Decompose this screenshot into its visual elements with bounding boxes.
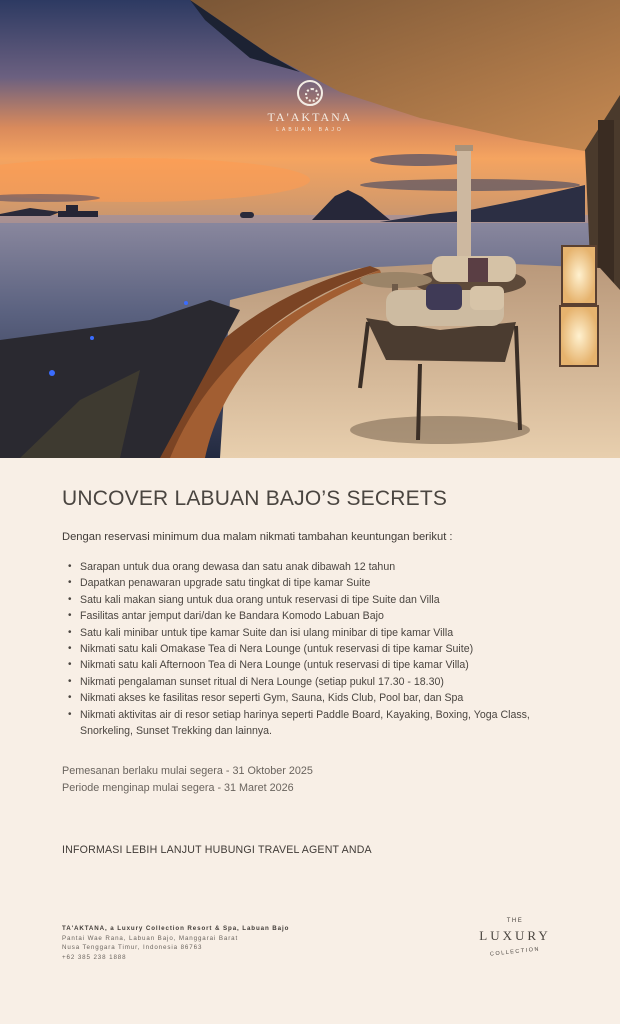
logo-collection: COLLECTION — [489, 946, 541, 958]
list-item: • Nikmati aktivitas air di resor setiap harinya seperti Paddle Board, Kayaking, Boxing, Yoga Class, Snorkeling, Sunset Trekking dan lainnya. — [68, 707, 562, 740]
hero-scene — [0, 0, 620, 458]
address-line: Pantai Wae Rana, Labuan Bajo, Manggarai Barat — [62, 934, 239, 942]
logo-subtitle: LABUAN BAJO — [276, 127, 344, 133]
list-item: • Sarapan untuk dua orang dewasa dan satu anak dibawah 12 tahun — [68, 559, 562, 575]
hotel-logo — [260, 80, 360, 133]
stay-period: Periode menginap mulai segera - 31 Maret 2026 — [62, 782, 294, 795]
list-item: • Nikmati pengalaman sunset ritual di Nera Lounge (setiap pukul 17.30 - 18.30) — [68, 674, 562, 690]
address-line: Nusa Tenggara Timur, Indonesia 86763 — [62, 944, 203, 951]
list-item: • Nikmati satu kali Afternoon Tea di Nera Lounge (untuk reservasi di tipe kamar Villa) — [68, 657, 562, 673]
resort-name: TA'AKTANA, a Luxury Collection Resort & Spa, Labuan Bajo — [62, 925, 290, 932]
intro-text: Dengan reservasi minimum dua malam nikmati tambahan keuntungan berikut : — [62, 531, 453, 543]
hero-photo — [0, 0, 620, 458]
footer-address — [62, 924, 382, 962]
logo-the: THE — [506, 918, 524, 924]
page-title: UNCOVER LABUAN BAJO’S SECRETS — [62, 487, 448, 510]
list-item: • Nikmati satu kali Omakase Tea di Nera Lounge (untuk reservasi di tipe kamar Suite) — [68, 641, 562, 657]
list-item: • Dapatkan penawaran upgrade satu tingkat di tipe kamar Suite — [68, 575, 562, 591]
offer-content — [62, 484, 562, 856]
booking-period: Pemesanan berlaku mulai segera - 31 Oktober 2025 — [62, 765, 313, 778]
logo-name: TA'AKTANA — [267, 110, 353, 124]
logo-luxury: LUXURY — [479, 928, 551, 943]
benefits-list — [62, 559, 562, 739]
validity-dates — [62, 763, 562, 797]
sun-logo-icon — [297, 80, 323, 106]
list-item: • Fasilitas antar jemput dari/dan ke Bandara Komodo Labuan Bajo — [68, 608, 562, 624]
list-item: • Nikmati akses ke fasilitas resor seperti Gym, Sauna, Kids Club, Pool bar, dan Spa — [68, 690, 562, 706]
list-item: • Satu kali makan siang untuk dua orang untuk reservasi di tipe Suite dan Villa — [68, 592, 562, 608]
contact-cta: INFORMASI LEBIH LANJUT HUBUNGI TRAVEL AGENT ANDA — [62, 844, 372, 857]
luxury-collection-logo — [470, 918, 560, 974]
phone-number: +62 385 238 1888 — [62, 953, 127, 961]
list-item: • Satu kali minibar untuk tipe kamar Suite dan isi ulang minibar di tipe kamar Villa — [68, 625, 562, 641]
